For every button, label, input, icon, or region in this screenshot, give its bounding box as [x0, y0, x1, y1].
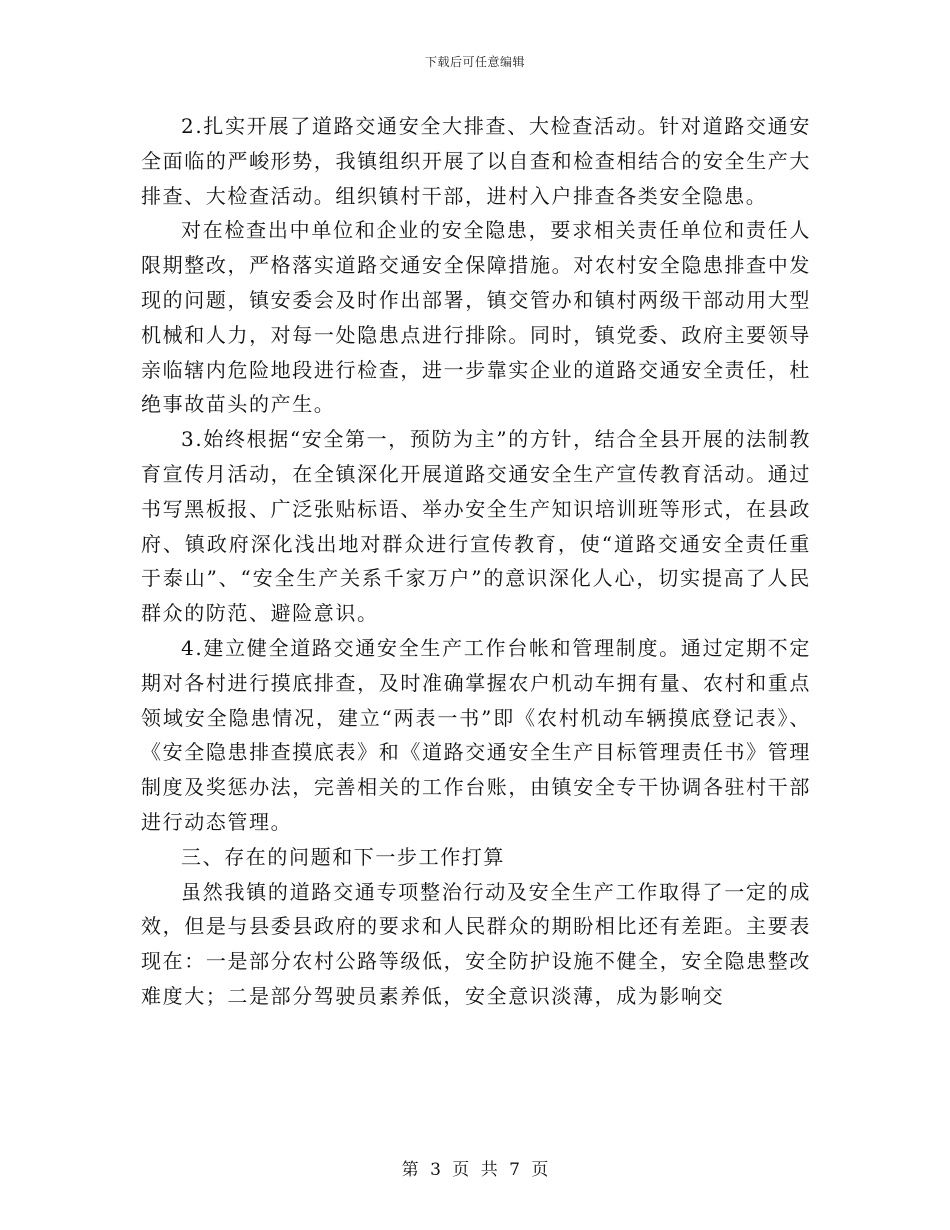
paragraph-safety-education: 3.始终根据“安全第一，预防为主”的方针，结合全县开展的法制教育宣传月活动，在全镇深化开展道路交通安全生产宣传教育活动。通过书写黑板报、广泛张贴标语、举办安全生产知识培训班等形式，在县政府、镇政府深化浅出地对群众进行宣传教育，使“道路交通安全责任重于泰山”、“安全生产关系千家万户”的意识深化人心，切实提高了人民群众的防范、避险意识。 [141, 427, 811, 626]
section-heading-problems: 三、存在的问题和下一步工作打算 [181, 844, 505, 869]
paragraph-hazard-rectification: 对在检查出中单位和企业的安全隐患，要求相关责任单位和责任人限期整改，严格落实道路交通安全保障措施。对农村安全隐患排查中发现的问题，镇安委会及时作出部署，镇交管办和镇村两级干部动用大型机械和人力，对每一处隐患点进行排除。同时，镇党委、政府主要领导亲临辖内危险地段进行检查，进一步靠实企业的道路交通安全责任，杜绝事故苗头的产生。 [141, 218, 811, 417]
paragraph-road-safety-inspection: 2.扎实开展了道路交通安全大排查、大检查活动。针对道路交通安全面临的严峻形势，我镇组织开展了以自查和检查相结合的安全生产大排查、大检查活动。组织镇村干部，进村入户排查各类安全隐患。 [141, 114, 811, 208]
page-number: 第 3 页 共 7 页 [401, 1160, 549, 1180]
paragraph-problems: 虽然我镇的道路交通专项整治行动及安全生产工作取得了一定的成效，但是与县委县政府的要求和人民群众的期盼相比还有差距。主要表现在：一是部分农村公路等级低，安全防护设施不健全，安全隐患整改难度大；二是部分驾驶员素养低，安全意识淡薄，成为影响交 [141, 879, 811, 1008]
page-header: 下载后可任意编辑 [424, 55, 525, 69]
paragraph-management-system: 4.建立健全道路交通安全生产工作台帐和管理制度。通过定期不定期对各村进行摸底排查，及时准确掌握农户机动车拥有量、农村和重点领域安全隐患情况，建立“两表一书”即《农村机动车辆摸底登记表》、《安全隐患排查摸底表》和《道路交通安全生产目标管理责任书》管理制度及奖惩办法，完善相关的工作台账，由镇安全专干协调各驻村干部进行动态管理。 [141, 635, 811, 834]
document-body [141, 109, 811, 1014]
